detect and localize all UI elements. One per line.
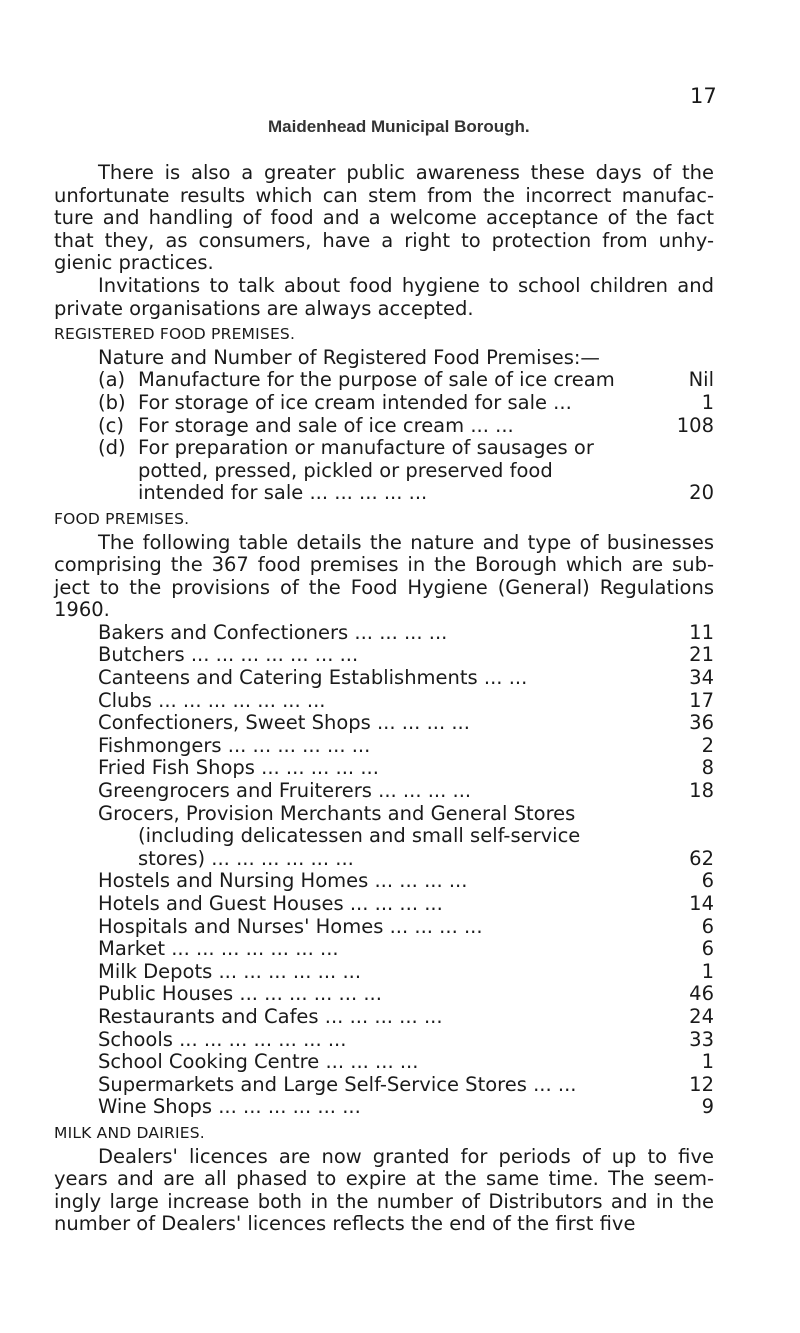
row-label: Greengrocers and Fruiterers ... ... ... ... xyxy=(98,779,472,803)
paragraph-dealers-licences: Dealers' licences are now granted for periods of up to five years and are all phased to expire at the same time. The seem- ingly large increase both in the number of Distributors and in the number of Dealers' licences reflects the end of the first five xyxy=(54,1144,714,1236)
row-label: Milk Depots ... ... ... ... ... ... xyxy=(98,959,362,983)
row-label: School Cooking Centre ... ... ... ... xyxy=(98,1050,419,1074)
item-letter: (c) xyxy=(98,413,124,437)
registered-item-d-line3 xyxy=(54,482,714,505)
item-text: For storage of ice cream intended for sale ... xyxy=(138,390,572,414)
food-row xyxy=(54,1029,714,1052)
row-label: Hotels and Guest Houses ... ... ... ... xyxy=(98,892,443,915)
item-value: 1 xyxy=(701,390,714,414)
row-value: 8 xyxy=(701,756,714,780)
registered-item-a xyxy=(54,369,714,392)
row-label: Market ... ... ... ... ... ... ... xyxy=(98,937,339,961)
food-premises-list xyxy=(54,622,714,803)
food-row xyxy=(54,961,714,984)
row-value: 1 xyxy=(701,1050,714,1074)
item-value: 20 xyxy=(689,481,714,505)
item-text: intended for sale ... ... ... ... ... xyxy=(138,481,428,505)
food-row xyxy=(54,644,714,667)
row-value: 12 xyxy=(689,1072,714,1096)
food-row xyxy=(54,712,714,735)
food-premises-list-continued xyxy=(54,870,714,1119)
row-value: 24 xyxy=(689,1004,714,1028)
food-row xyxy=(54,622,714,645)
row-value: 62 xyxy=(689,846,714,870)
paragraph-invitations: Invitations to talk about food hygiene to school children and private organisations are always accepted. xyxy=(54,273,714,320)
food-row-grocers-line1 xyxy=(54,803,714,826)
row-value: 17 xyxy=(689,688,714,712)
page-body xyxy=(54,162,714,1236)
heading-registered-food-premises: REGISTERED FOOD PREMISES. xyxy=(54,325,296,344)
registered-item-d-line2 xyxy=(54,460,714,483)
row-label: Public Houses ... ... ... ... ... ... xyxy=(98,982,382,1006)
row-value: 1 xyxy=(701,959,714,983)
row-value: 2 xyxy=(701,733,714,757)
row-value: 36 xyxy=(689,711,714,735)
row-value: 46 xyxy=(689,982,714,1006)
item-value: Nil xyxy=(688,368,714,392)
food-row xyxy=(54,757,714,780)
food-row xyxy=(54,870,714,893)
heading-food-premises: FOOD PREMISES. xyxy=(54,509,190,528)
row-value: 21 xyxy=(689,643,714,667)
row-label: (including delicatessen and small self-service xyxy=(138,824,581,848)
food-row xyxy=(54,916,714,939)
paragraph-awareness: There is also a greater public awareness these days of the unfortunate results which can stem from the incorrect manufac- ture and handling of food and a welcome acceptance of the fact that they, as consumers, have a right to protection from unhy- gienic practices. xyxy=(54,161,714,275)
row-label: Wine Shops ... ... ... ... ... ... xyxy=(98,1095,361,1119)
item-text: Manufacture for the purpose of sale of ice cream xyxy=(138,368,615,392)
registered-item-d xyxy=(54,437,714,460)
row-label: Bakers and Confectioners ... ... ... ... xyxy=(98,620,448,644)
item-text: For storage and sale of ice cream ... ... xyxy=(138,413,514,437)
row-value: 33 xyxy=(689,1027,714,1051)
food-row xyxy=(54,690,714,713)
row-label: Canteens and Catering Establishments ... ... xyxy=(98,666,528,690)
row-label: Confectioners, Sweet Shops ... ... ... ... xyxy=(98,711,470,735)
food-row xyxy=(54,780,714,803)
item-text: potted, pressed, pickled or preserved food xyxy=(138,458,553,482)
food-row xyxy=(54,983,714,1006)
registered-item-c xyxy=(54,415,714,438)
row-value: 11 xyxy=(689,620,714,644)
food-row xyxy=(54,1096,714,1119)
item-letter: (a) xyxy=(98,368,126,392)
page-number: 17 xyxy=(690,84,717,108)
food-row xyxy=(54,1051,714,1074)
row-label: Fried Fish Shops ... ... ... ... ... xyxy=(98,756,379,780)
heading-milk-and-dairies: MILK AND DAIRIES. xyxy=(54,1123,205,1142)
item-letter: (d) xyxy=(98,436,126,460)
item-text: For preparation or manufacture of sausages or xyxy=(138,436,594,460)
row-label: Grocers, Provision Merchants and General Stores xyxy=(98,801,576,825)
row-value: 9 xyxy=(701,1095,714,1119)
registered-intro: Nature and Number of Registered Food Premises:— xyxy=(98,345,600,369)
row-label: Restaurants and Cafes ... ... ... ... ... xyxy=(98,1004,443,1028)
row-value: 18 xyxy=(689,779,714,803)
food-row xyxy=(54,735,714,758)
row-label: Fishmongers ... ... ... ... ... ... xyxy=(98,733,371,757)
row-label: Hospitals and Nurses' Homes ... ... ... ... xyxy=(98,914,483,938)
running-head: Maidenhead Municipal Borough. xyxy=(268,117,530,136)
row-label: stores) ... ... ... ... ... ... xyxy=(138,846,354,870)
food-row xyxy=(54,938,714,961)
row-value: 34 xyxy=(689,666,714,690)
food-row xyxy=(54,1006,714,1029)
food-row xyxy=(54,893,714,916)
row-label: Schools ... ... ... ... ... ... ... xyxy=(98,1027,347,1051)
row-value: 14 xyxy=(689,892,714,915)
item-value: 108 xyxy=(676,413,714,437)
row-label: Butchers ... ... ... ... ... ... ... xyxy=(98,643,359,667)
row-value: 6 xyxy=(701,937,714,961)
row-label: Clubs ... ... ... ... ... ... ... xyxy=(98,688,326,712)
row-value: 6 xyxy=(701,914,714,938)
food-row xyxy=(54,667,714,690)
row-value: 6 xyxy=(701,869,714,893)
item-letter: (b) xyxy=(98,390,126,414)
food-row-grocers-line2 xyxy=(54,825,714,848)
registered-item-b xyxy=(54,392,714,415)
row-label: Hostels and Nursing Homes ... ... ... ... xyxy=(98,869,468,893)
food-row-grocers-line3 xyxy=(54,848,714,871)
row-label: Supermarkets and Large Self-Service Stores ... ... xyxy=(98,1072,577,1096)
food-row xyxy=(54,1074,714,1097)
food-premises-intro: The following table details the nature and type of businesses comprising the 367 food premises in the Borough which are sub- ject to the provisions of the Food Hygiene (General) Regulations 1960. xyxy=(54,530,714,622)
